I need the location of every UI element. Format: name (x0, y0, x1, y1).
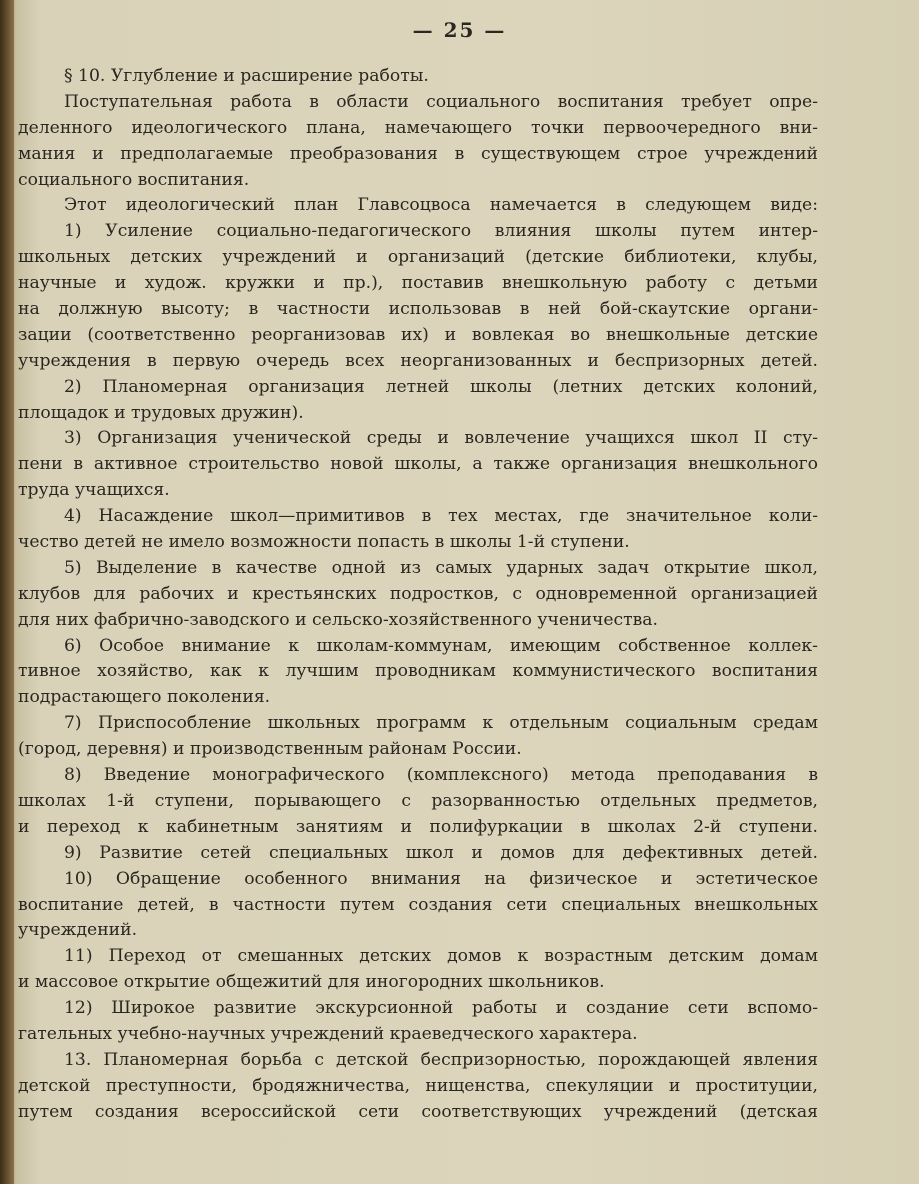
text-line: на должную высоту; в частности использовав в ней бой-скаутские органи- (18, 299, 818, 320)
text-line: гательных учебно-научных учреждений краеведческого характера. (18, 1023, 638, 1044)
text-line: 4) Насаждение школ—примитивов в тех местах, где значительное коли- (64, 506, 818, 527)
text-line: детской преступности, бродяжничества, нищенства, спекуляции и проституции, (18, 1075, 818, 1096)
text-line: пени в активное строительство новой школы, а также организация внешкольного (18, 454, 818, 475)
text-line: 13. Планомерная борьба с детской беспризорностью, порождающей явления (64, 1049, 818, 1070)
page-body-text (18, 64, 818, 1126)
text-line: Этот идеологический план Главсоцвоса намечается в следующем виде: (64, 195, 818, 216)
section-heading: § 10. Углубление и расширение работы. (64, 66, 429, 86)
text-line: социального воспитания. (18, 169, 250, 190)
book-spine (0, 0, 14, 1184)
text-line: воспитание детей, в частности путем создания сети специальных внешкольных (18, 894, 818, 915)
text-line: 8) Введение монографического (комплексного) метода преподавания в (64, 765, 818, 786)
text-line: деленного идеологического плана, намечающего точки первоочередного вни- (18, 117, 818, 138)
text-line: площадок и трудовых дружин). (18, 402, 304, 423)
page-number: — 25 — (412, 18, 507, 42)
text-line: 10) Обращение особенного внимания на физическое и эстетическое (64, 868, 818, 889)
text-line: и массовое открытие общежитий для иногородних школьников. (18, 972, 605, 993)
text-line: научные и худож. кружки и пр.), поставив внешкольную работу с детьми (18, 273, 818, 294)
text-line: 7) Приспособление школьных программ к отдельным социальным средам (64, 713, 818, 734)
text-line: мания и предполагаемые преобразования в существующем строе учреждений (18, 143, 818, 164)
text-line: зации (соответственно реорганизовав их) и вовлекая во внешкольные детские (18, 324, 818, 345)
text-line: учреждений. (18, 920, 138, 941)
text-line: 2) Планомерная организация летней школы (летних детских колоний, (64, 376, 818, 397)
text-line: 1) Усиление социально-педагогического влияния школы путем интер- (64, 221, 818, 242)
text-line: 3) Организация ученической среды и вовлечение учащихся школ II сту- (64, 428, 818, 449)
text-line: труда учащихся. (18, 480, 170, 501)
text-line: путем создания всероссийской сети соответствующих учреждений (детская (18, 1101, 818, 1122)
text-line: (город, деревня) и производственным районам России. (18, 739, 522, 760)
text-line: школьных детских учреждений и организаций (детские библиотеки, клубы, (18, 247, 818, 268)
text-line: учреждения в первую очередь всех неорганизованных и беспризорных детей. (18, 350, 818, 371)
text-line: тивное хозяйство, как к лучшим проводникам коммунистического воспитания (18, 661, 818, 682)
text-line: 9) Развитие сетей специальных школ и домов для дефективных детей. (64, 842, 818, 863)
text-line: для них фабрично-заводского и сельско-хозяйственного ученичества. (18, 609, 659, 630)
text-line: чество детей не имело возможности попасть в школы 1-й ступени. (18, 532, 630, 553)
text-line: 5) Выделение в качестве одной из самых ударных задач открытие школ, (64, 557, 818, 578)
text-line: 6) Особое внимание к школам-коммунам, имеющим собственное коллек- (64, 635, 818, 656)
text-line: школах 1-й ступени, порывающего с разорванностью отдельных предметов, (18, 790, 818, 811)
text-line: 12) Широкое развитие экскурсионной работы и создание сети вспомо- (64, 998, 818, 1019)
text-line: клубов для рабочих и крестьянских подростков, с одновременной организацией (18, 583, 818, 604)
text-line: Поступательная работа в области социального воспитания требует опре- (64, 91, 818, 112)
text-line: 11) Переход от смешанных детских домов к возрастным детским домам (64, 946, 818, 967)
text-line: и переход к кабинетным занятиям и полифуркации в школах 2-й ступени. (18, 816, 818, 837)
text-line: подрастающего поколения. (18, 687, 271, 708)
